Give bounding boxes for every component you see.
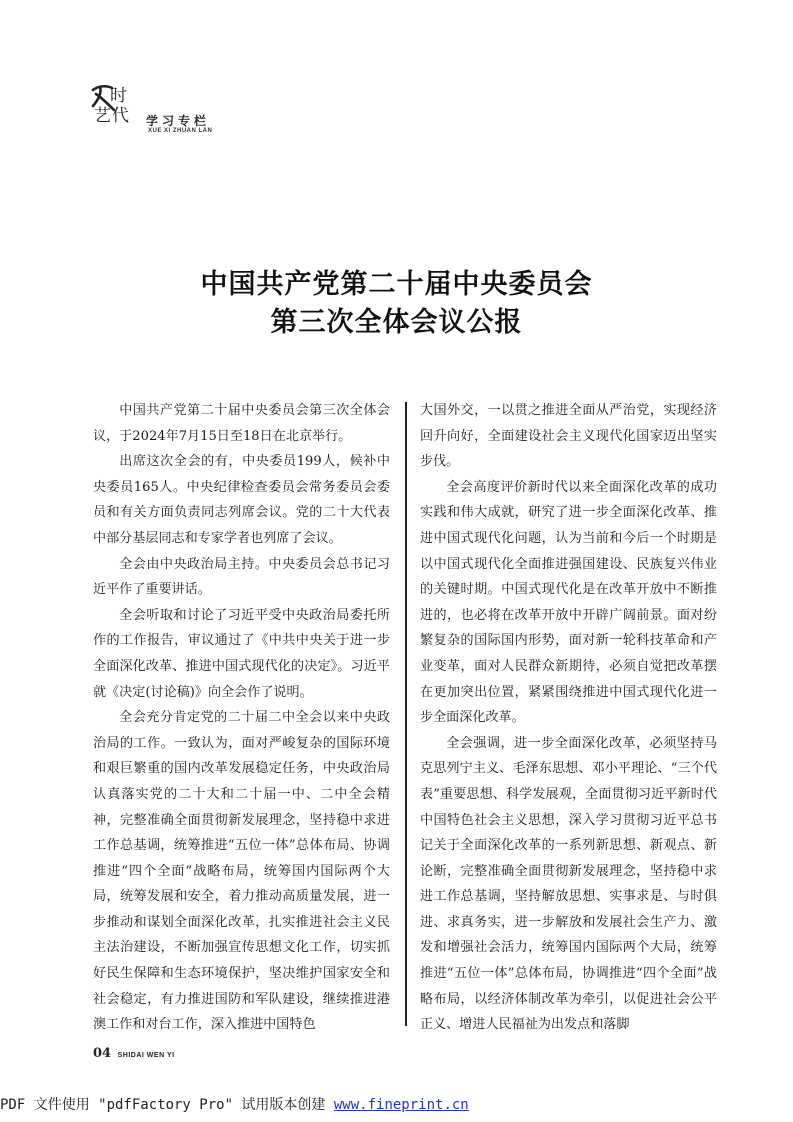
page-footer [93,1046,175,1061]
watermark-text: PDF 文件使用 "pdfFactory Pro" 试用版本创建 [0,1097,334,1113]
publication-name: SHIDAI WEN YI [117,1052,175,1059]
paragraph: 全会听取和讨论了习近平受中央政治局委托所作的工作报告，审议通过了《中共中央关于进一步全面深化改革、推进中国式现代化的决定》。习近平就《决定(讨论稿)》向全会作了说明。 [93,607,390,700]
paragraph: 全会充分肯定党的二十届二中全会以来中央政治局的工作。一致认为，面对严峻复杂的国际环境和艰巨繁重的国内改革发展稳定任务，中央政治局认真落实党的二十大和二十届一中、二中全会精神，完整准确全面贯彻新发展理念，坚持稳中求进工作总基调，统筹推进“五位一体”总体布局、协调推进“四个全面”战略布局，统筹国内国际两个大局，统筹发展和安全，着力推动高质量发展，进一步推动和谋划全面深化改革，扎实推进社会主义民主法治建设，不断加强宣传思想文化工作，切实抓好民生保障和生态环境保护，坚决维护国家安全和社会稳定，有力推进国防和军队建设，继续推进港澳工作和对台工作，深入推进中国特色 [93,710,390,1033]
paragraph: 中国共产党第二十届中央委员会第三次全体会议，于2024年7月15日至18日在北京举行。 [93,403,390,444]
column-header [86,84,266,138]
paragraph: 大国外交，一以贯之推进全面从严治党，实现经济回升向好，全面建设社会主义现代化国家迈出坚实步伐。 [420,403,717,470]
paragraph: 出席这次全会的有，中央委员199人，候补中央委员165人。中央纪律检查委员会常务委员会委员和有关方面负责同志列席会议。党的二十大代表中部分基层同志和专家学者也列席了会议。 [93,454,390,546]
column-divider [405,402,407,1026]
column-name: 学习专栏 [146,114,211,128]
watermark-link[interactable]: www.fineprint.cn [333,1097,469,1113]
logo-line-2: 艺代 [94,106,130,126]
column-pinyin: XUE XI ZHUAN LAN [148,128,213,134]
left-column [93,398,390,1038]
magazine-logo [86,84,148,138]
paragraph: 全会高度评价新时代以来全面深化改革的成功实践和伟大成就，研究了进一步全面深化改革、推进中国式现代化问题，认为当前和今后一个时期是以中国式现代化全面推进强国建设、民族复兴伟业的关键时期。中国式现代化是在改革开放中不断推进的，也必将在改革开放中开辟广阔前景。面对纷繁复杂的国际国内形势，面对新一轮科技革命和产业变革，面对人民群众新期待，必须自觉把改革摆在更加突出位置，紧紧围绕推进中国式现代化进一步全面深化改革。 [420,479,717,726]
logo-text [94,86,130,126]
pdf-watermark [0,1094,469,1114]
article-title-line-1: 中国共产党第二十届中央委员会 [200,269,593,300]
logo-line-1: 时 [110,86,128,106]
right-column [420,398,717,1038]
page-number: 04 [93,1046,112,1061]
paragraph: 全会由中央政治局主持。中央委员会总书记习近平作了重要讲话。 [93,556,390,598]
paragraph: 全会强调，进一步全面深化改革，必须坚持马克思列宁主义、毛泽东思想、邓小平理论、“三个代表”重要思想、科学发展观，全面贯彻习近平新时代中国特色社会主义思想，深入学习贯彻习近平总书记关于全面深化改革的一系列新思想、新观点、新论断，完整准确全面贯彻新发展理念，坚持稳中求进工作总基调，坚持解放思想、实事求是、与时俱进、求真务实，进一步解放和发展社会生产力、激发和增强社会活力，统筹国内国际两个大局，统筹推进“五位一体”总体布局，协调推进“四个全面”战略布局，以经济体制改革为牵引，以促进社会公平正义、增进人民福祉为出发点和落脚 [420,735,717,1033]
article-title-line-2: 第三次全体会议公报 [270,307,523,338]
